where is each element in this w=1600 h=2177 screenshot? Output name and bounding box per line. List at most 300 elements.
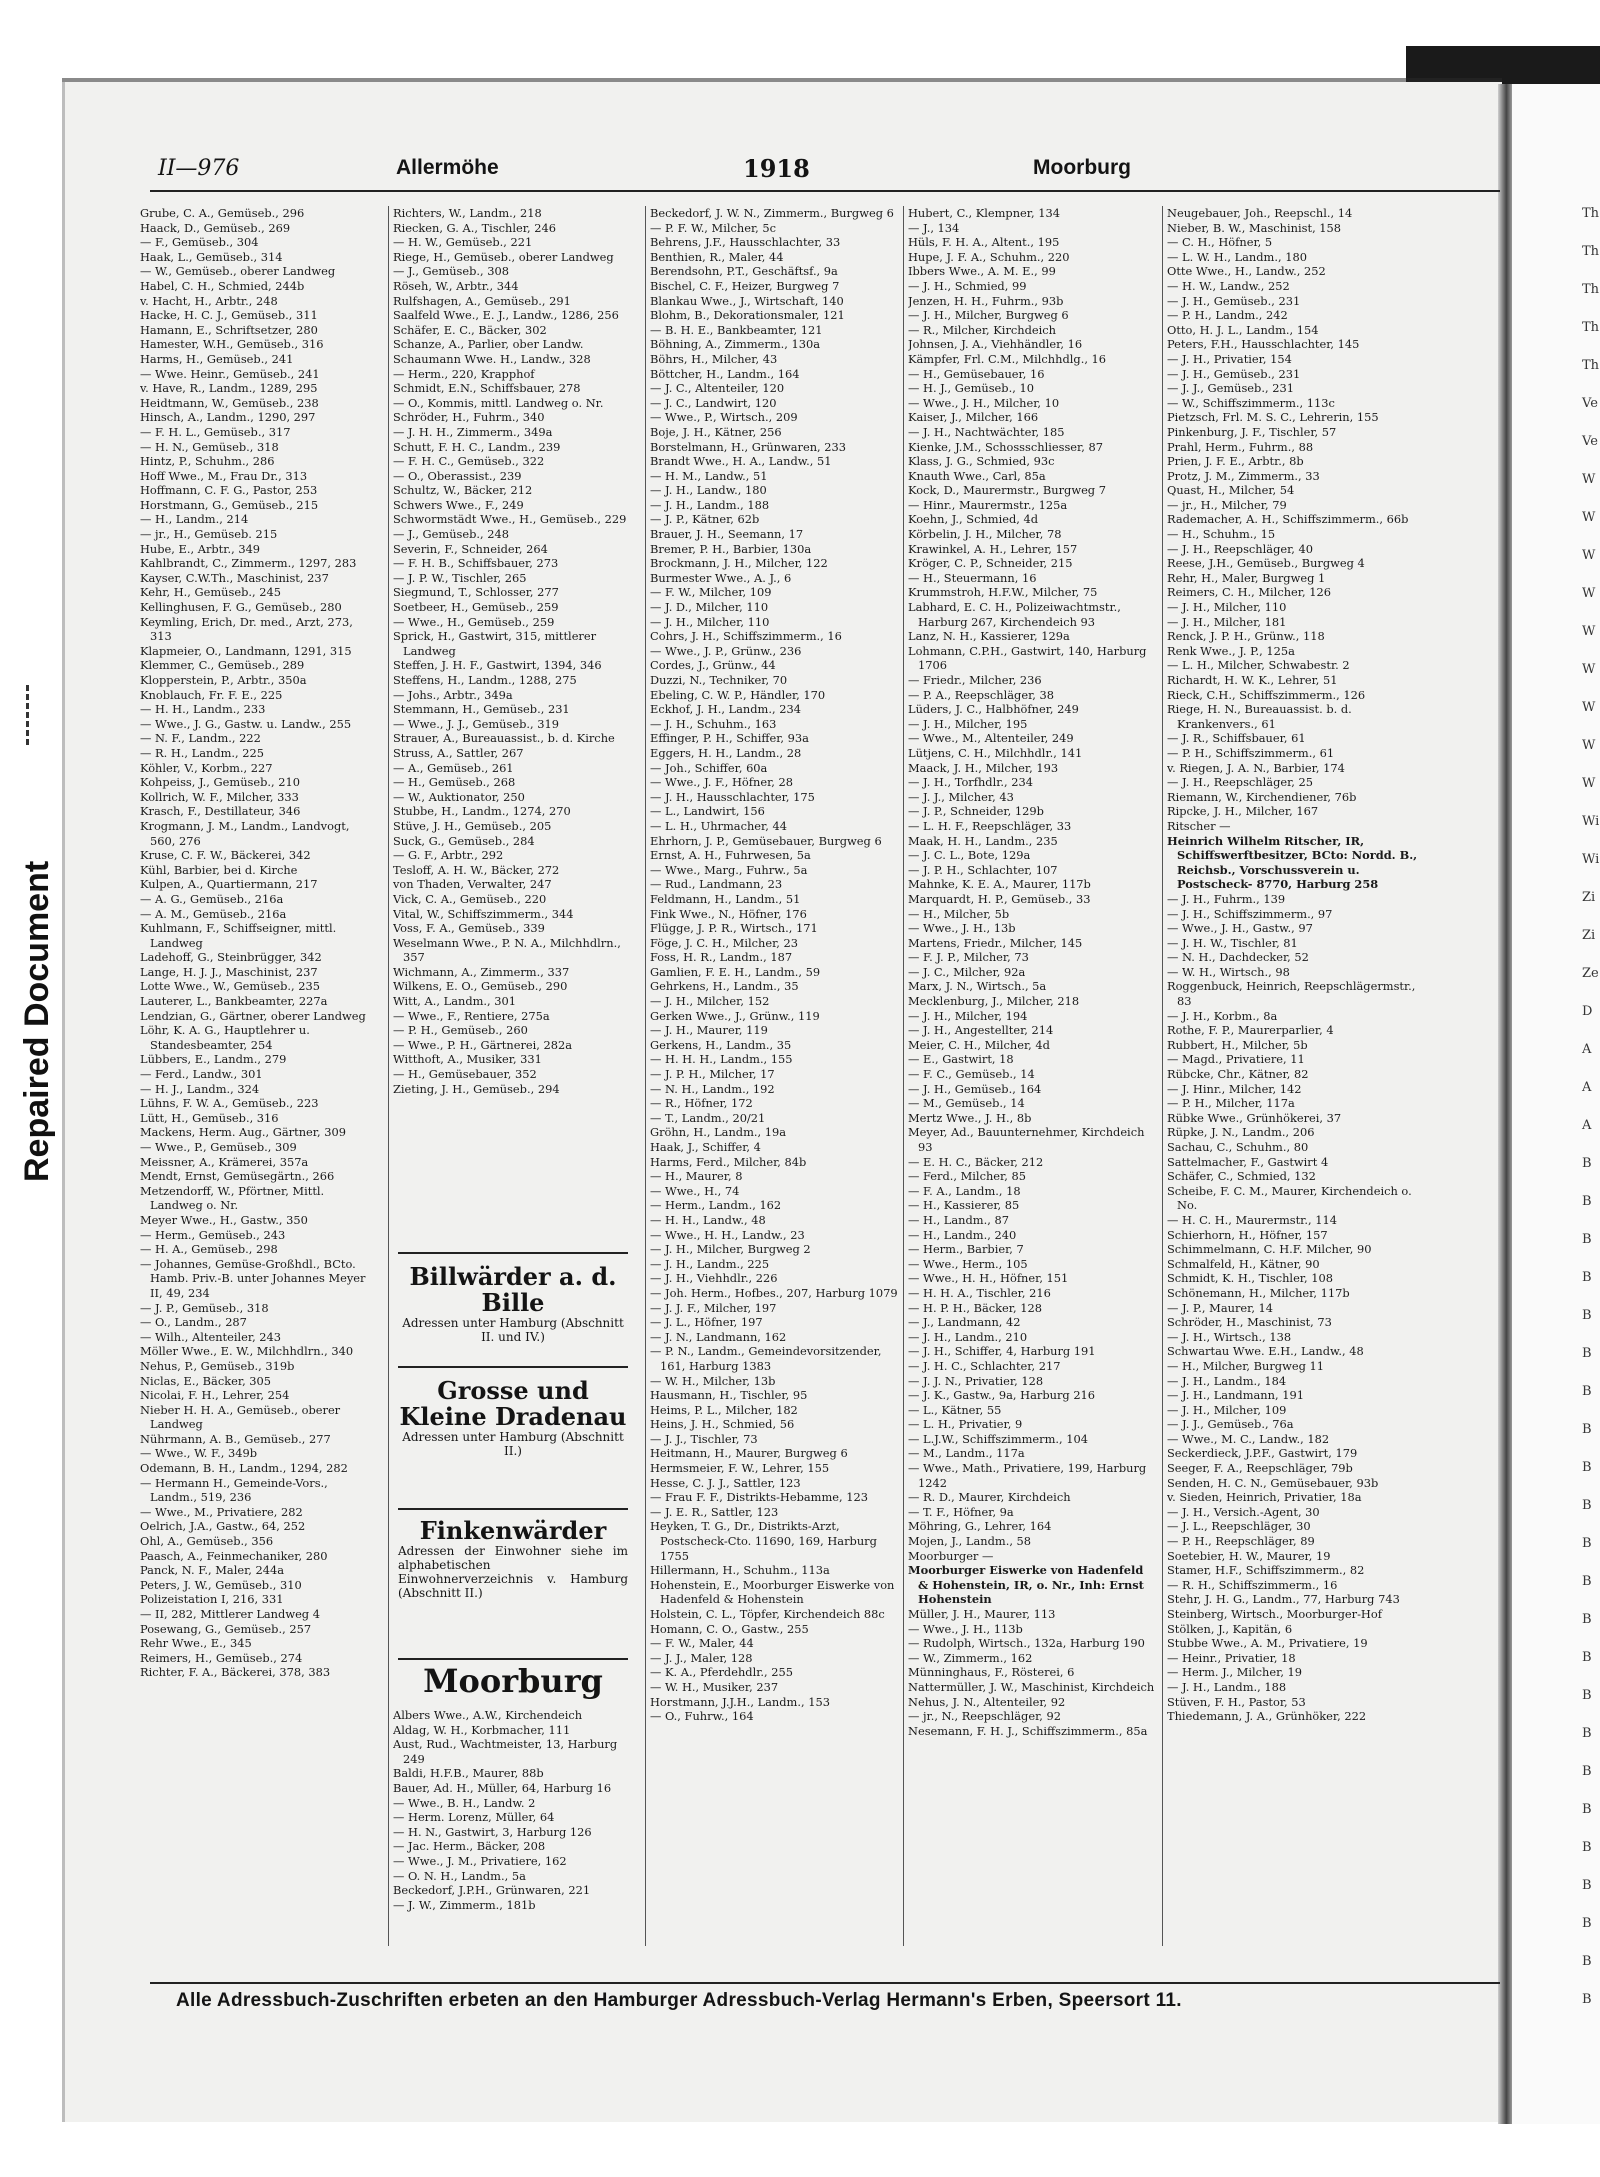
directory-entry: — J. H., Maurer, 119: [650, 1023, 768, 1038]
directory-entry: — K. A., Pferdehdlr., 255: [650, 1665, 794, 1680]
directory-entry: — Wwe., J. F., Höfner, 28: [650, 775, 793, 790]
side-dashes: [26, 685, 32, 745]
directory-entry: Posewang, G., Gemüseb., 257: [140, 1621, 312, 1636]
directory-entry: Horstmann, G., Gemüseb., 215: [140, 497, 319, 512]
directory-entry: Berendsohn, P.T., Geschäftsf., 9a: [650, 264, 838, 279]
directory-entry: Quast, H., Milcher, 54: [1167, 483, 1295, 498]
directory-entry: Otte Wwe., H., Landw., 252: [1167, 264, 1326, 279]
facing-page-fragment: B: [1582, 1308, 1592, 1323]
header-year: 1918: [743, 154, 810, 183]
directory-entry: Lühns, F. W. A., Gemüseb., 223: [140, 1096, 319, 1111]
directory-entry: — Wwe., J. H., 13b: [908, 921, 1016, 936]
directory-entry: — P. H., Gemüseb., 260: [393, 1023, 528, 1038]
facing-page-fragment: Zi: [1582, 928, 1596, 943]
facing-page-fragment: B: [1582, 1954, 1592, 1969]
directory-entry: Krasch, F., Destillateur, 346: [140, 804, 301, 819]
facing-page-fragment: Wi: [1582, 852, 1600, 867]
directory-entry: — Heinr., Privatier, 18: [1167, 1650, 1296, 1665]
directory-column-1: [140, 206, 376, 1946]
directory-entry: Heyken, T. G., Dr., Distrikts-Arzt, Postscheck-Cto. 11690, 169, Harburg 1755: [650, 1519, 877, 1563]
directory-entry: Stölken, J., Kapitän, 6: [1167, 1621, 1293, 1636]
directory-entry: — Wwe., J. J., Gemüseb., 319: [393, 716, 559, 731]
facing-page-fragment: A: [1582, 1042, 1592, 1057]
directory-entry: — Wwe., J. G., Gastw. u. Landw., 255: [140, 716, 352, 731]
directory-entry: Möhring, G., Lehrer, 164: [908, 1519, 1052, 1534]
directory-entry: — Joh., Schiffer, 60a: [650, 760, 768, 775]
directory-entry: Hintz, P., Schuhm., 286: [140, 454, 275, 469]
directory-entry: Hüls, F. H. A., Altent., 195: [908, 235, 1060, 250]
directory-entry: — Wwe., Herm., 105: [908, 1256, 1028, 1271]
directory-entry: Stubbe, H., Landm., 1274, 270: [393, 804, 571, 819]
directory-entry: — Ferd., Milcher, 85: [908, 1169, 1026, 1184]
directory-entry: — Wwe., Math., Privatiere, 199, Harburg 1242: [908, 1461, 1147, 1490]
directory-entry: Hamann, E., Schriftsetzer, 280: [140, 322, 318, 337]
directory-entry: — J. H., Landm., 225: [650, 1256, 770, 1271]
directory-entry: Meyer, Ad., Bauunternehmer, Kirchdeich 93: [908, 1125, 1145, 1154]
directory-entry: — J. H., Milcher, Burgweg 6: [908, 308, 1069, 323]
directory-entry: — W., Zimmerm., 162: [908, 1650, 1033, 1665]
directory-entry: — C. H., Höfner, 5: [1167, 235, 1273, 250]
directory-entry: — J. H., Gemüseb., 164: [908, 1081, 1042, 1096]
directory-entry: Kollrich, W. F., Milcher, 333: [140, 789, 299, 804]
facing-page-fragment: B: [1582, 1612, 1592, 1627]
directory-entry: — J. H., Versich.-Agent, 30: [1167, 1504, 1320, 1519]
directory-entry: Nieber, B. W., Maschinist, 158: [1167, 220, 1342, 235]
directory-entry: Zieting, J. H., Gemüseb., 294: [393, 1081, 560, 1096]
directory-entry: Wilkens, E. O., Gemüseb., 290: [393, 979, 568, 994]
directory-entry: Lütjens, C. H., Milchhdlr., 141: [908, 745, 1083, 760]
directory-entry: Gamlien, F. E. H., Landm., 59: [650, 964, 821, 979]
directory-entry: Protz, J. M., Zimmerm., 33: [1167, 468, 1320, 483]
facing-page-fragment: D: [1582, 1004, 1593, 1019]
directory-entry: Riege, H., Gemüseb., oberer Landweg: [393, 249, 614, 264]
directory-entry: Lanz, N. H., Kassierer, 129a: [908, 629, 1070, 644]
directory-entry: Köhler, V., Korbm., 227: [140, 760, 273, 775]
directory-entry: Hillermann, H., Schuhm., 113a: [650, 1563, 830, 1578]
directory-entry: Blohm, B., Dekorationsmaler, 121: [650, 308, 845, 323]
directory-entry: — J. J., Tischler, 73: [650, 1431, 758, 1446]
directory-entry: Heinrich Wilhelm Ritscher, IR, Schiffswerftbesitzer, BCto: Nordd. B., Reichsb., Vorschussverein u. Postscheck- 8770, Harburg 258: [1167, 833, 1418, 892]
directory-entry: Harms, Ferd., Milcher, 84b: [650, 1154, 807, 1169]
directory-entry: — M., Landm., 117a: [908, 1446, 1025, 1461]
facing-page-fragment: B: [1582, 1498, 1592, 1513]
column-divider: [645, 206, 646, 1946]
directory-entry: — J. H., Milcher, 181: [1167, 614, 1287, 629]
directory-entry: — Ferd., Landw., 301: [140, 1067, 263, 1082]
directory-entry: — M., Gemüseb., 14: [908, 1096, 1025, 1111]
directory-entry: Knoblauch, Fr. F. E., 225: [140, 687, 283, 702]
directory-entry: — Wwe., H., 74: [650, 1183, 740, 1198]
directory-entry: — F. H. B., Schiffsbauer, 273: [393, 556, 559, 571]
directory-entry: Schmalfeld, H., Kätner, 90: [1167, 1256, 1320, 1271]
directory-entry: Heins, J. H., Schmied, 56: [650, 1417, 795, 1432]
directory-entry: — Wwe., J. H., 113b: [908, 1621, 1023, 1636]
directory-entry: — F., Gemüseb., 304: [140, 235, 259, 250]
directory-entry: — J. P. H., Schlachter, 107: [908, 862, 1058, 877]
directory-entry: — J. P., Gemüseb., 318: [140, 1300, 269, 1315]
directory-entry: Schwormstädt Wwe., H., Gemüseb., 229: [393, 512, 627, 527]
directory-entry: — J. N., Landmann, 162: [650, 1329, 787, 1344]
directory-entry: — H. N., Gastwirt, 3, Harburg 126: [393, 1824, 592, 1839]
directory-entry: Nieber H. H. A., Gemüseb., oberer Landweg: [140, 1402, 341, 1432]
directory-entry: Ripcke, J. H., Milcher, 167: [1167, 804, 1319, 819]
section-column: [393, 0, 628, 2177]
section-title: Billwärder a. d. Bille: [409, 1262, 617, 1317]
facing-page-fragment: Ve: [1582, 396, 1598, 411]
directory-entry: — J. H., Gemüseb., 231: [1167, 366, 1301, 381]
directory-entry: Heitmann, H., Maurer, Burgweg 6: [650, 1446, 848, 1461]
directory-entry: Witthoft, A., Musiker, 331: [393, 1052, 542, 1067]
directory-entry: — jr., N., Reepschläger, 92: [908, 1709, 1062, 1724]
directory-entry: Kaiser, J., Milcher, 166: [908, 410, 1039, 425]
facing-page-fragment: B: [1582, 1726, 1592, 1741]
directory-entry: — L., Kätner, 55: [908, 1402, 1002, 1417]
directory-entry: Nattermüller, J. W., Maschinist, Kirchdeich: [908, 1679, 1155, 1694]
section-moorburg: [398, 1664, 628, 1698]
directory-entry: — J. H., Reepschläger, 40: [1167, 541, 1314, 556]
directory-entry: Pinkenburg, J. F., Tischler, 57: [1167, 424, 1337, 439]
directory-entry: Stüven, F. H., Pastor, 53: [1167, 1694, 1306, 1709]
section-separator: [398, 1252, 628, 1254]
directory-entry: Föge, J. C. H., Milcher, 23: [650, 935, 799, 950]
directory-entry: Schultz, W., Bäcker, 212: [393, 483, 533, 498]
directory-entry: — R. D., Maurer, Kirchdeich: [908, 1490, 1071, 1505]
directory-entry: Ernst, A. H., Fuhrwesen, 5a: [650, 848, 811, 863]
directory-entry: Ladehoff, G., Steinbrügger, 342: [140, 950, 322, 965]
section-separator: [398, 1366, 628, 1368]
directory-entry: — J. H., Milcher, 110: [1167, 600, 1287, 615]
directory-entry: — P. H., Reepschläger, 89: [1167, 1534, 1315, 1549]
directory-entry: Niclas, E., Bäcker, 305: [140, 1373, 272, 1388]
directory-entry: — Herm., Gemüseb., 243: [140, 1227, 286, 1242]
directory-entry: — J. H., Milcher, 110: [650, 614, 770, 629]
directory-entry: — J. H., Wirtsch., 138: [1167, 1329, 1292, 1344]
directory-entry: Nehus, P., Gemüseb., 319b: [140, 1358, 295, 1373]
directory-entry: Mendt, Ernst, Gemüsegärtn., 266: [140, 1169, 335, 1184]
directory-entry: — H. P. H., Bäcker, 128: [908, 1300, 1042, 1315]
directory-entry: Ohl, A., Gemüseb., 356: [140, 1534, 274, 1549]
directory-entry: Seeger, F. A., Reepschläger, 79b: [1167, 1461, 1353, 1476]
directory-entry: — J. H., Milcher, Burgweg 2: [650, 1242, 811, 1257]
directory-entry: — G. F., Arbtr., 292: [393, 848, 504, 863]
directory-entry: Panck, N. F., Maler, 244a: [140, 1563, 285, 1578]
directory-entry: — B. H. E., Bankbeamter, 121: [650, 322, 823, 337]
directory-entry: — Herm., Landm., 162: [650, 1198, 782, 1213]
directory-entry: Habel, C. H., Schmied, 244b: [140, 278, 305, 293]
directory-entry: — H., Gemüseb., 268: [393, 775, 516, 790]
moorburg-entries: [393, 1708, 633, 1948]
directory-entry: — F. C., Gemüseb., 14: [908, 1067, 1035, 1082]
directory-entry: Krawinkel, A. H., Lehrer, 157: [908, 541, 1078, 556]
directory-entry: — J. E. R., Sattler, 123: [650, 1504, 779, 1519]
directory-entry: Nicolai, F. H., Lehrer, 254: [140, 1388, 290, 1403]
directory-entry: — H. N., Gemüseb., 318: [140, 439, 279, 454]
directory-entry: — P. N., Landm., Gemeindevorsitzender, 161, Harburg 1383: [650, 1344, 882, 1373]
directory-entry: Reimers, C. H., Milcher, 126: [1167, 585, 1331, 600]
directory-entry: — A. G., Gemüseb., 216a: [140, 891, 284, 906]
directory-entry: — H., Schuhm., 15: [1167, 527, 1276, 542]
directory-entry: — Joh. Herm., Hofbes., 207, Harburg 1079: [650, 1285, 898, 1300]
directory-entry: Brauer, J. H., Seemann, 17: [650, 527, 804, 542]
scan-top-margin: [0, 0, 1600, 44]
directory-entry: — Hermann H., Gemeinde-Vors., Landm., 519, 236: [140, 1475, 328, 1505]
directory-entry: Duzzi, N., Techniker, 70: [650, 673, 788, 687]
directory-entry: — L., Landwirt, 156: [650, 804, 765, 819]
directory-entry: — F. W., Maler, 44: [650, 1636, 754, 1651]
directory-entry: Koehn, J., Schmied, 4d: [908, 512, 1039, 527]
facing-page-fragment: Th: [1582, 282, 1600, 297]
section-finkenwaerder: [398, 1518, 628, 1600]
directory-entry: Foss, H. R., Landm., 187: [650, 950, 793, 965]
directory-entry: — H. H. A., Tischler, 216: [908, 1285, 1051, 1300]
directory-entry: Kühl, Barbier, bei d. Kirche: [140, 862, 298, 877]
directory-entry: Haak, L., Gemüseb., 314: [140, 249, 283, 264]
directory-entry: — Herm., Barbier, 7: [908, 1242, 1024, 1257]
directory-entry: Lauterer, L., Bankbeamter, 227a: [140, 994, 328, 1009]
directory-entry: Rademacher, A. H., Schiffszimmerm., 66b: [1167, 512, 1409, 527]
directory-entry: — N. H., Dachdecker, 52: [1167, 950, 1309, 965]
directory-entry: — J. H., Landw., 180: [650, 483, 767, 498]
directory-entry: — Rudolph, Wirtsch., 132a, Harburg 190: [908, 1636, 1145, 1651]
directory-entry: — J. C. L., Bote, 129a: [908, 848, 1031, 863]
directory-entry: Löhr, K. A. G., Hauptlehrer u. Standesbeamter, 254: [140, 1023, 310, 1052]
facing-page-fragment: B: [1582, 1194, 1592, 1209]
directory-entry: — J. H., Landm., 188: [650, 497, 770, 512]
directory-entry: — Wwe., J. M., Privatiere, 162: [393, 1853, 567, 1868]
directory-entry: Pietzsch, Frl. M. S. C., Lehrerin, 155: [1167, 410, 1379, 425]
directory-entry: Feldmann, H., Landm., 51: [650, 891, 801, 906]
directory-entry: Hohenstein, E., Moorburger Eiswerke von Hadenfeld & Hohenstein: [650, 1577, 895, 1607]
directory-entry: Steffen, J. H. F., Gastwirt, 1394, 346: [393, 658, 602, 673]
directory-entry: Steffens, H., Landm., 1288, 275: [393, 673, 577, 687]
directory-entry: — J. H., Milcher, 109: [1167, 1402, 1287, 1417]
directory-entry: — L. W. H., Landm., 180: [1167, 249, 1307, 264]
directory-entry: — J. P. W., Tischler, 265: [393, 570, 527, 585]
directory-entry: Kröger, C. P., Schneider, 215: [908, 556, 1073, 571]
directory-entry: Siegmund, T., Schlosser, 277: [393, 585, 559, 600]
directory-column-3: [650, 206, 898, 1946]
directory-entry: — J., Gemüseb., 308: [393, 264, 510, 279]
directory-entry: — Friedr., Milcher, 236: [908, 673, 1042, 687]
directory-entry: — H., Landm., 240: [908, 1227, 1017, 1242]
directory-entry: Hinsch, A., Landm., 1290, 297: [140, 410, 316, 425]
footer-notice: Alle Adressbuch-Zuschriften erbeten an den Hamburger Adressbuch-Verlag Hermann's Erben, Speersort 11.: [176, 1990, 1182, 2011]
directory-entry: Rulfshagen, A., Gemüseb., 291: [393, 293, 571, 308]
directory-entry: — T. F., Höfner, 9a: [908, 1504, 1014, 1519]
directory-entry: Steinberg, Wirtsch., Moorburger-Hof: [1167, 1607, 1382, 1621]
directory-entry: Grube, C. A., Gemüseb., 296: [140, 206, 305, 220]
directory-entry: — F. H. C., Gemüseb., 322: [393, 454, 545, 469]
directory-entry: Schaumann Wwe. H., Landw., 328: [393, 351, 591, 366]
directory-entry: Meier, C. H., Milcher, 4d: [908, 1037, 1050, 1052]
directory-entry: Meissner, A., Krämerei, 357a: [140, 1154, 309, 1169]
directory-column-5: [1167, 206, 1419, 1946]
directory-entry: Schwers Wwe., F., 249: [393, 497, 524, 512]
directory-entry: — W., Gemüseb., oberer Landweg: [140, 264, 336, 279]
directory-entry: — Wwe., M., Altenteiler, 249: [908, 731, 1074, 746]
directory-entry: Witt, A., Landm., 301: [393, 994, 517, 1009]
facing-page-fragment: Wi: [1582, 814, 1600, 829]
directory-entry: — Wwe., P., Wirtsch., 209: [650, 410, 798, 425]
facing-page-fragment: Th: [1582, 320, 1600, 335]
directory-entry: Blankau Wwe., J., Wirtschaft, 140: [650, 293, 844, 308]
directory-entry: — F. H. L., Gemüseb., 317: [140, 424, 291, 439]
directory-entry: Reimers, H., Gemüseb., 274: [140, 1650, 303, 1665]
directory-entry: Kehr, H., Gemüseb., 245: [140, 585, 281, 600]
directory-entry: — H., Gemüsebauer, 352: [393, 1067, 537, 1082]
directory-entry: — Rud., Landmann, 23: [650, 877, 783, 892]
directory-entry: — Wwe., J. H., Milcher, 10: [908, 395, 1060, 410]
section-note: Adressen unter Hamburg (Abschnitt II.): [402, 1430, 624, 1458]
directory-entry: — H., Steuermann, 16: [908, 570, 1037, 585]
directory-entry: — J. J., Milcher, 43: [908, 789, 1014, 804]
page-gutter: [1498, 84, 1512, 2124]
directory-entry: — J. H., Landm., 184: [1167, 1373, 1287, 1388]
directory-entry: — P. A., Reepschläger, 38: [908, 687, 1055, 702]
directory-entry: Schröder, H., Maschinist, 73: [1167, 1315, 1332, 1330]
directory-entry: Bischel, C. F., Heizer, Burgweg 7: [650, 278, 840, 293]
directory-entry: Effinger, P. H., Schiffer, 93a: [650, 731, 809, 746]
directory-entry: Roggenbuck, Heinrich, Reepschlägermstr., 83: [1167, 979, 1416, 1009]
facing-page-edge: [1512, 84, 1600, 2124]
directory-entry: Rübke Wwe., Grünhökerei, 37: [1167, 1110, 1342, 1125]
header-place-left: Allermöhe: [396, 156, 499, 179]
column-divider: [388, 206, 389, 1946]
directory-entry: Kock, D., Maurermstr., Burgweg 7: [908, 483, 1106, 498]
directory-entry: — P. F. W., Milcher, 5c: [650, 220, 777, 235]
directory-entry: — O., Oberassist., 239: [393, 468, 522, 483]
facing-page-fragment: B: [1582, 1536, 1592, 1551]
directory-entry: Schwartau Wwe. E.H., Landw., 48: [1167, 1344, 1364, 1359]
directory-entry: Paasch, A., Feinmechaniker, 280: [140, 1548, 328, 1563]
directory-entry: Mecklenburg, J., Milcher, 218: [908, 994, 1080, 1009]
directory-entry: Gehrkens, H., Landm., 35: [650, 979, 799, 994]
directory-entry: Marquardt, H. P., Gemüseb., 33: [908, 891, 1091, 906]
directory-entry: — J. J. N., Privatier, 128: [908, 1373, 1044, 1388]
directory-entry: — jr., H., Milcher, 79: [1167, 497, 1287, 512]
directory-entry: — J. H., Privatier, 154: [1167, 351, 1292, 366]
directory-entry: Stemmann, H., Gemüseb., 231: [393, 702, 570, 717]
facing-page-fragment: Th: [1582, 206, 1600, 221]
directory-entry: Kienke, J.M., Schossschliesser, 87: [908, 439, 1103, 454]
directory-entry: — J. H., Landm., 188: [1167, 1679, 1287, 1694]
directory-entry: Labhard, E. C. H., Polizeiwachtmstr., Harburg 267, Kirchendeich 93: [908, 600, 1121, 629]
facing-page-fragment: B: [1582, 1270, 1592, 1285]
directory-entry: Körbelin, J. H., Milcher, 78: [908, 527, 1062, 542]
directory-entry: — J. H., Landm., 210: [908, 1329, 1028, 1344]
directory-entry: Severin, F., Schneider, 264: [393, 541, 548, 556]
facing-page-fragment: B: [1582, 1460, 1592, 1475]
directory-entry: — Magd., Privatiere, 11: [1167, 1052, 1305, 1067]
directory-entry: Odemann, B. H., Landm., 1294, 282: [140, 1461, 348, 1476]
facing-page-fragment: A: [1582, 1080, 1592, 1095]
directory-entry: Johnsen, J. A., Viehhändler, 16: [908, 337, 1083, 352]
directory-entry: — O., Fuhrw., 164: [650, 1709, 754, 1724]
directory-entry: — J. W., Zimmerm., 181b: [393, 1897, 536, 1912]
directory-entry: — J. H., Korbm., 8a: [1167, 1008, 1278, 1023]
directory-entry: Keymling, Erich, Dr. med., Arzt, 273, 313: [140, 614, 353, 644]
directory-entry: — Herm. Lorenz, Müller, 64: [393, 1810, 555, 1825]
facing-page-fragment: W: [1582, 548, 1596, 563]
directory-entry: v. Hacht, H., Arbtr., 248: [140, 293, 278, 308]
facing-page-fragment: Zi: [1582, 890, 1596, 905]
directory-entry: — Johs., Arbtr., 349a: [393, 687, 513, 702]
directory-entry: Richter, F. A., Bäckerei, 378, 383: [140, 1665, 331, 1680]
facing-page-fragment: W: [1582, 738, 1596, 753]
directory-entry: Rubbert, H., Milcher, 5b: [1167, 1037, 1308, 1052]
facing-page-fragment: B: [1582, 1156, 1592, 1171]
directory-entry: — N. F., Landm., 222: [140, 731, 261, 746]
directory-entry: — O. N. H., Landm., 5a: [393, 1868, 526, 1883]
directory-entry: Metzendorff, W., Pförtner, Mittl. Landweg o. Nr.: [140, 1183, 325, 1213]
directory-entry: — H. C. H., Maurermstr., 114: [1167, 1212, 1337, 1227]
directory-entry: — J. Hinr., Milcher, 142: [1167, 1081, 1302, 1096]
footer-rule: [150, 1982, 1500, 1984]
directory-entry: Hamester, W.H., Gemüseb., 316: [140, 337, 324, 352]
directory-entry: — J., 134: [908, 220, 960, 235]
directory-entry: Ehrhorn, J. P., Gemüsebauer, Burgweg 6: [650, 833, 882, 848]
directory-entry: — J. C., Landwirt, 120: [650, 395, 777, 410]
directory-entry: Richters, W., Landm., 218: [393, 206, 542, 220]
directory-entry: Heidtmann, W., Gemüseb., 238: [140, 395, 319, 410]
directory-entry: Kuhlmann, F., Schiffseigner, mittl. Landweg: [140, 921, 337, 950]
directory-entry: Seckerdieck, J.P.F., Gastwirt, 179: [1167, 1446, 1358, 1461]
directory-entry: Riemann, W., Kirchendiener, 76b: [1167, 789, 1357, 804]
directory-entry: Möller Wwe., E. W., Milchhdlrn., 340: [140, 1344, 354, 1359]
directory-entry: — F. J. P., Milcher, 73: [908, 950, 1029, 965]
directory-entry: — Wwe., J. H., Gastw., 97: [1167, 921, 1313, 936]
directory-entry: — J. H., Milcher, 194: [908, 1008, 1028, 1023]
section-dradenau: [398, 1378, 628, 1458]
directory-entry: Rehr, H., Maler, Burgweg 1: [1167, 570, 1326, 585]
directory-entry: — Wwe., H. H., Landw., 23: [650, 1227, 805, 1242]
directory-entry: Wichmann, A., Zimmerm., 337: [393, 964, 570, 979]
directory-entry: Mahnke, K. E. A., Maurer, 117b: [908, 877, 1091, 892]
directory-entry: Schmidt, E.N., Schiffsbauer, 278: [393, 381, 581, 396]
directory-entry: Gerken Wwe., J., Grünw., 119: [650, 1008, 820, 1023]
repaired-document-label: Repaired Document: [18, 860, 56, 1182]
directory-entry: — O., Landm., 287: [140, 1315, 247, 1330]
directory-entry: Bauer, Ad. H., Müller, 64, Harburg 16: [393, 1780, 612, 1795]
directory-entry: Klass, J. G., Schmied, 93c: [908, 454, 1055, 469]
directory-entry: — R., Höfner, 172: [650, 1096, 753, 1111]
directory-entry: Hubert, C., Klempner, 134: [908, 206, 1060, 220]
directory-entry: — H. J., Gemüseb., 10: [908, 381, 1034, 396]
directory-entry: Otto, H. J. L., Landm., 154: [1167, 322, 1319, 337]
directory-entry: — Wwe., J. P., Grünw., 236: [650, 643, 802, 658]
directory-entry: — L. H. F., Reepschläger, 33: [908, 818, 1072, 833]
directory-entry: — J. P., Maurer, 14: [1167, 1300, 1274, 1315]
directory-entry: Strauer, A., Bureauassist., b. d. Kirche: [393, 731, 615, 746]
directory-entry: Richardt, H. W. K., Lehrer, 51: [1167, 673, 1338, 687]
facing-page-fragment: B: [1582, 1232, 1592, 1247]
directory-entry: Maak, H. H., Landm., 235: [908, 833, 1058, 848]
directory-entry: Riege, H. N., Bureauassist. b. d. Krankenvers., 61: [1167, 702, 1352, 731]
header-rule: [150, 190, 1500, 192]
directory-entry: — H. W., Gemüseb., 221: [393, 235, 533, 250]
directory-entry: Nührmann, A. B., Gemüseb., 277: [140, 1431, 331, 1446]
directory-entry: Kruse, C. F. W., Bäckerei, 342: [140, 848, 311, 863]
directory-entry: — Wwe., Marg., Fuhrw., 5a: [650, 862, 808, 877]
directory-entry: Tesloff, A. H. W., Bäcker, 272: [393, 862, 560, 877]
directory-entry: Klemmer, C., Gemüseb., 289: [140, 658, 305, 673]
directory-entry: Stamer, H.F., Schiffszimmerm., 82: [1167, 1563, 1365, 1578]
directory-entry: Weselmann Wwe., P. N. A., Milchhdlrn., 357: [393, 935, 621, 965]
facing-page-fragment: B: [1582, 1384, 1592, 1399]
directory-entry: Eckhof, J. H., Landm., 234: [650, 702, 801, 717]
directory-entry: Boje, J. H., Kätner, 256: [650, 424, 782, 439]
directory-entry: Müller, J. H., Maurer, 113: [908, 1607, 1056, 1621]
